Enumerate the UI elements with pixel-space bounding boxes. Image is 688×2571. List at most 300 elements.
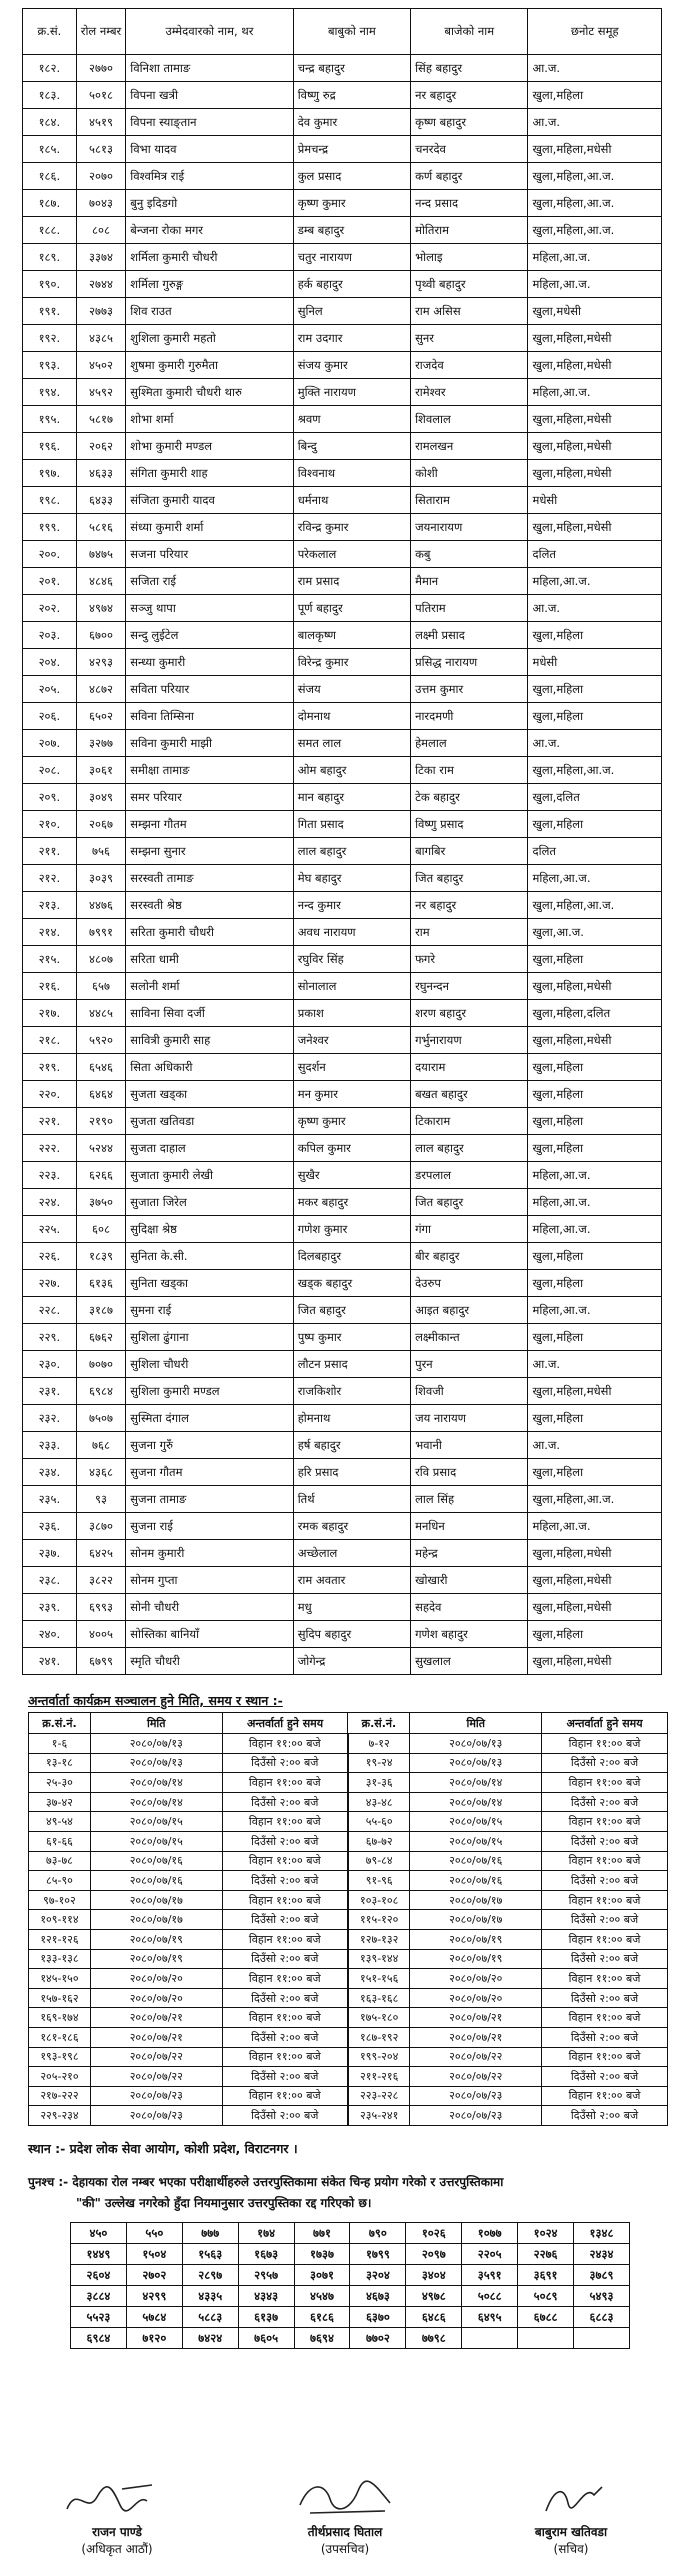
serial-range-cell: ८५-९० — [29, 1871, 91, 1891]
serial-cell: २०३. — [23, 622, 77, 649]
serial-range-cell: १६३-१६८ — [348, 1988, 410, 2008]
selection-group-cell: महिला,आ.ज. — [528, 865, 662, 892]
time-cell: दिउँसो २:०० बजे — [542, 1753, 668, 1773]
serial-cell: २२७. — [23, 1270, 77, 1297]
roll-number-cell: ६९८४ — [71, 2328, 127, 2349]
candidate-name-cell: सरस्वती श्रेष्ठ — [126, 892, 293, 919]
time-cell: विहान ११:०० बजे — [222, 1969, 348, 1989]
time-cell: विहान ११:०० बजे — [222, 1890, 348, 1910]
grandfather-name-cell: गर्भुनारायण — [411, 1027, 528, 1054]
header-selection-group: छनोट समूह — [528, 9, 662, 55]
grandfather-name-cell: रघुनन्दन — [411, 973, 528, 1000]
grandfather-name-cell: शरण बहादुर — [411, 1000, 528, 1027]
father-name-cell: कृष्ण कुमार — [293, 190, 410, 217]
candidate-name-cell: सञ्जु थापा — [126, 595, 293, 622]
serial-range-cell: ५५-६० — [348, 1812, 410, 1832]
grandfather-name-cell: आइत बहादुर — [411, 1297, 528, 1324]
serial-cell: १८८. — [23, 217, 77, 244]
serial-cell: २१३. — [23, 892, 77, 919]
table-row — [23, 298, 662, 325]
cancelled-roll-numbers-table — [70, 2222, 630, 2349]
date-cell: २०८०/०७/२३ — [90, 2106, 222, 2126]
grandfather-name-cell: बीर बहादुर — [411, 1243, 528, 1270]
serial-range-cell: २३५-२४१ — [348, 2106, 410, 2126]
time-cell: विहान ११:०० बजे — [222, 1734, 348, 1754]
date-cell: २०८०/०७/१९ — [410, 1929, 542, 1949]
candidate-name-cell: सुजना गुरुँ — [126, 1432, 293, 1459]
roll-number-cell: १७३७ — [294, 2244, 350, 2265]
grandfather-name-cell: मैमान — [411, 568, 528, 595]
roll-number-cell: ३७८९ — [574, 2265, 630, 2286]
candidate-name-cell: शुषमा कुमारी गुरुमैता — [126, 352, 293, 379]
serial-range-cell: १९३-१९८ — [29, 2047, 91, 2067]
selection-group-cell: आ.ज. — [528, 55, 662, 82]
grandfather-name-cell: सिताराम — [411, 487, 528, 514]
selection-group-cell: खुला,महिला,मधेसी — [528, 325, 662, 352]
roll-number-cell: ४९७८ — [406, 2286, 462, 2307]
date-cell: २०८०/०७/१३ — [410, 1753, 542, 1773]
roll-number-cell: ७०४३ — [76, 190, 126, 217]
time-cell: दिउँसो २:०० बजे — [222, 1988, 348, 2008]
table-row — [23, 1486, 662, 1513]
table-row — [29, 1871, 668, 1891]
roll-number-cell: ६८८३ — [574, 2307, 630, 2328]
table-row — [29, 1812, 668, 1832]
selection-group-cell: खुला,महिला,मधेसी — [528, 460, 662, 487]
table-row — [23, 676, 662, 703]
table-row — [29, 1851, 668, 1871]
grandfather-name-cell: फगरे — [411, 946, 528, 973]
father-name-cell: मकर बहादुर — [293, 1189, 410, 1216]
grandfather-name-cell: नारदमणी — [411, 703, 528, 730]
candidate-name-cell: संजिता कुमारी यादव — [126, 487, 293, 514]
father-name-cell: तिर्थ — [293, 1486, 410, 1513]
grandfather-name-cell: नर बहादुर — [411, 892, 528, 919]
date-cell: २०८०/०७/१६ — [410, 1851, 542, 1871]
serial-range-cell: ६७-७२ — [348, 1831, 410, 1851]
roll-number-cell: २१९० — [76, 1108, 126, 1135]
selection-group-cell: खुला,महिला,मधेसी — [528, 433, 662, 460]
signature-scribble — [250, 2475, 440, 2523]
serial-cell: २२२. — [23, 1135, 77, 1162]
signature-scribble — [22, 2475, 212, 2523]
time-cell: विहान ११:०० बजे — [542, 1812, 668, 1832]
postscript-note — [28, 2172, 668, 2214]
grandfather-name-cell: रामेश्वर — [411, 379, 528, 406]
father-name-cell: ओम बहादुर — [293, 757, 410, 784]
date-cell: २०८०/०७/१७ — [90, 1910, 222, 1930]
table-row — [23, 865, 662, 892]
roll-number-cell: ७४७५ — [76, 541, 126, 568]
candidate-name-cell: संध्या कुमारी शर्मा — [126, 514, 293, 541]
serial-cell: १९९. — [23, 514, 77, 541]
candidate-name-cell: शिव राउत — [126, 298, 293, 325]
selection-group-cell: खुला,महिला — [528, 703, 662, 730]
father-name-cell: डम्ब बहादुर — [293, 217, 410, 244]
selection-group-cell: खुला,महिला,मधेसी — [528, 352, 662, 379]
roll-number-cell: २८९७ — [182, 2265, 238, 2286]
table-row — [23, 1621, 662, 1648]
roll-number-cell: ३८७० — [76, 1513, 126, 1540]
roll-number-cell: ४५०२ — [76, 352, 126, 379]
grandfather-name-cell: भवानी — [411, 1432, 528, 1459]
roll-number-cell: १५६३ — [182, 2244, 238, 2265]
serial-range-cell: १२१-१२६ — [29, 1929, 91, 1949]
table-row — [23, 190, 662, 217]
time-cell: दिउँसो २:०० बजे — [542, 1792, 668, 1812]
candidate-name-cell: सुजता खड्का — [126, 1081, 293, 1108]
date-cell: २०८०/०७/१६ — [410, 1871, 542, 1891]
candidate-name-cell: सलोनी शर्मा — [126, 973, 293, 1000]
table-row — [23, 1297, 662, 1324]
time-cell: दिउँसो २:०० बजे — [222, 1831, 348, 1851]
father-name-cell: संजय — [293, 676, 410, 703]
roll-number-cell: २७०२ — [126, 2265, 182, 2286]
grandfather-name-cell: देउरुप — [411, 1270, 528, 1297]
roll-number-cell: १०७७ — [462, 2223, 518, 2244]
date-cell: २०८०/०७/१३ — [410, 1734, 542, 1754]
serial-range-cell: १८७-१९२ — [348, 2027, 410, 2047]
time-cell: विहान ११:०० बजे — [542, 2086, 668, 2106]
signatory-title: (अधिकृत आठौं) — [81, 2542, 153, 2556]
table-row — [23, 109, 662, 136]
time-cell: दिउँसो २:०० बजे — [542, 1988, 668, 2008]
date-cell: २०८०/०७/१४ — [90, 1792, 222, 1812]
selection-group-cell: खुला,महिला,आ.ज. — [528, 217, 662, 244]
father-name-cell: समत लाल — [293, 730, 410, 757]
roll-number-cell: ७७१ — [294, 2223, 350, 2244]
time-cell: दिउँसो २:०० बजे — [222, 1871, 348, 1891]
father-name-cell: गणेश कुमार — [293, 1216, 410, 1243]
date-cell: २०८०/०७/२३ — [410, 2106, 542, 2126]
table-row — [29, 1734, 668, 1754]
serial-cell: २३४. — [23, 1459, 77, 1486]
grandfather-name-cell: जित बहादुर — [411, 865, 528, 892]
selection-group-cell: महिला,आ.ज. — [528, 1216, 662, 1243]
table-row — [23, 1108, 662, 1135]
serial-range-cell: १६९-१७४ — [29, 2008, 91, 2028]
father-name-cell: विष्णु रुद्र — [293, 82, 410, 109]
serial-cell: २१२. — [23, 865, 77, 892]
time-cell: विहान ११:०० बजे — [542, 1773, 668, 1793]
father-name-cell: देव कुमार — [293, 109, 410, 136]
selection-group-cell: खुला,महिला,मधेसी — [528, 973, 662, 1000]
roll-number-cell: २२७६ — [518, 2244, 574, 2265]
date-cell: २०८०/०७/१६ — [90, 1851, 222, 1871]
serial-cell: १८९. — [23, 244, 77, 271]
selection-group-cell: दलित — [528, 541, 662, 568]
roll-number-cell: १४४९ — [71, 2244, 127, 2265]
father-name-cell: श्रवण — [293, 406, 410, 433]
selection-group-cell: आ.ज. — [528, 595, 662, 622]
roll-number-cell: ४३४३ — [238, 2286, 294, 2307]
table-row — [23, 946, 662, 973]
roll-number-cell: ४६३३ — [76, 460, 126, 487]
father-name-cell: सुदर्शन — [293, 1054, 410, 1081]
time-cell: दिउँसो २:०० बजे — [542, 1871, 668, 1891]
roll-number-cell: ६४९५ — [462, 2307, 518, 2328]
candidate-name-cell: सुशिला कुमारी मण्डल — [126, 1378, 293, 1405]
roll-number-cell: ४५९२ — [76, 379, 126, 406]
roll-number-cell: ३८८४ — [71, 2286, 127, 2307]
date-cell: २०८०/०७/२२ — [90, 2067, 222, 2087]
grandfather-name-cell: लक्ष्मी प्रसाद — [411, 622, 528, 649]
serial-cell: १८७. — [23, 190, 77, 217]
table-row — [23, 784, 662, 811]
roll-number-cell: ६७०० — [76, 622, 126, 649]
selection-group-cell: आ.ज. — [528, 109, 662, 136]
grandfather-name-cell: सिंह बहादुर — [411, 55, 528, 82]
candidate-name-cell: विपना स्याङ्तान — [126, 109, 293, 136]
roll-number-cell: ७९९१ — [76, 919, 126, 946]
candidate-name-cell: सुजना गौतम — [126, 1459, 293, 1486]
table-row — [23, 433, 662, 460]
table-row — [23, 379, 662, 406]
candidate-name-cell: सुश्मिता कुमारी चौधरी थारु — [126, 379, 293, 406]
table-row — [23, 244, 662, 271]
time-cell: दिउँसो २:०० बजे — [222, 1910, 348, 1930]
grandfather-name-cell: कोशी — [411, 460, 528, 487]
roll-number-cell: ४८७२ — [76, 676, 126, 703]
selection-group-cell: खुला,महिला — [528, 1081, 662, 1108]
candidate-name-cell: सुजना राई — [126, 1513, 293, 1540]
candidate-name-cell: विभा यादव — [126, 136, 293, 163]
selection-group-cell: खुला,महिला,मधेसी — [528, 1648, 662, 1675]
father-name-cell: होमनाथ — [293, 1405, 410, 1432]
header-serial-range-right: क्र.सं.नं. — [348, 1713, 410, 1734]
table-row — [23, 973, 662, 1000]
candidate-name-cell: सुस्मिता दंगाल — [126, 1405, 293, 1432]
father-name-cell: रविन्द्र कुमार — [293, 514, 410, 541]
grandfather-name-cell: चनरदेव — [411, 136, 528, 163]
selection-group-cell: खुला,महिला — [528, 1405, 662, 1432]
serial-range-cell: १३-१८ — [29, 1753, 91, 1773]
roll-number-cell — [574, 2328, 630, 2349]
father-name-cell: अच्छेलाल — [293, 1540, 410, 1567]
roll-number-cell: ३७५० — [76, 1189, 126, 1216]
serial-range-cell: ७३-७८ — [29, 1851, 91, 1871]
time-cell: विहान ११:०० बजे — [542, 2047, 668, 2067]
time-cell: विहान ११:०० बजे — [222, 1773, 348, 1793]
date-cell: २०८०/०७/२१ — [410, 2027, 542, 2047]
table-row — [23, 1594, 662, 1621]
table-row — [29, 1988, 668, 2008]
grandfather-name-cell: विष्णु प्रसाद — [411, 811, 528, 838]
serial-cell: २१७. — [23, 1000, 77, 1027]
table-row — [29, 1910, 668, 1930]
father-name-cell: गिता प्रसाद — [293, 811, 410, 838]
date-cell: २०८०/०७/१४ — [90, 1773, 222, 1793]
serial-cell: २०५. — [23, 676, 77, 703]
signature-block-deputy-secretary — [250, 2475, 440, 2557]
father-name-cell: दोमनाथ — [293, 703, 410, 730]
father-name-cell: अवध नारायण — [293, 919, 410, 946]
candidate-name-cell: शर्मिला गुरुङ्ग — [126, 271, 293, 298]
roll-number-cell: ४३६८ — [76, 1459, 126, 1486]
grandfather-name-cell: पतिराम — [411, 595, 528, 622]
date-cell: २०८०/०७/१५ — [410, 1831, 542, 1851]
serial-range-cell: १९-२४ — [348, 1753, 410, 1773]
date-cell: २०८०/०७/१९ — [410, 1949, 542, 1969]
roll-number-cell: ७९० — [350, 2223, 406, 2244]
header-time-left: अन्तर्वार्ता हुने समय — [222, 1713, 348, 1734]
table-row — [71, 2328, 630, 2349]
date-cell: २०८०/०७/२० — [90, 1988, 222, 2008]
candidate-name-cell: सुजना तामाङ — [126, 1486, 293, 1513]
grandfather-name-cell: जयनारायण — [411, 514, 528, 541]
father-name-cell: हरि प्रसाद — [293, 1459, 410, 1486]
roll-number-cell: ५४९३ — [574, 2286, 630, 2307]
selection-group-cell: खुला,महिला — [528, 676, 662, 703]
roll-number-cell: ४२९९ — [126, 2286, 182, 2307]
table-row — [23, 163, 662, 190]
roll-number-cell: ४८०७ — [76, 946, 126, 973]
time-cell: विहान ११:०० बजे — [222, 1929, 348, 1949]
signature-block-secretary — [476, 2475, 666, 2557]
roll-number-cell: ५८८३ — [182, 2307, 238, 2328]
table-row — [29, 1792, 668, 1812]
selection-group-cell: आ.ज. — [528, 730, 662, 757]
serial-cell: २१४. — [23, 919, 77, 946]
serial-range-cell: १-६ — [29, 1734, 91, 1754]
grandfather-name-cell: बखत बहादुर — [411, 1081, 528, 1108]
date-cell: २०८०/०७/१७ — [90, 1890, 222, 1910]
serial-cell: १९४. — [23, 379, 77, 406]
roll-number-cell: ५०१८ — [76, 82, 126, 109]
selection-group-cell: खुला,महिला — [528, 1108, 662, 1135]
serial-cell: २२८. — [23, 1297, 77, 1324]
selection-group-cell: महिला,आ.ज. — [528, 379, 662, 406]
roll-number-cell: ५८१६ — [76, 514, 126, 541]
roll-number-cell: १८३९ — [76, 1243, 126, 1270]
roll-number-cell: ३०६१ — [76, 757, 126, 784]
father-name-cell: कुल प्रसाद — [293, 163, 410, 190]
grandfather-name-cell: राम — [411, 919, 528, 946]
table-row — [23, 622, 662, 649]
serial-cell: १८५. — [23, 136, 77, 163]
time-cell: विहान ११:०० बजे — [222, 2047, 348, 2067]
selection-group-cell: मधेसी — [528, 649, 662, 676]
father-name-cell: हर्क बहादुर — [293, 271, 410, 298]
grandfather-name-cell: राजदेव — [411, 352, 528, 379]
father-name-cell: कपिल कुमार — [293, 1135, 410, 1162]
grandfather-name-cell: खोखारी — [411, 1567, 528, 1594]
selection-group-cell: खुला,महिला,आ.ज. — [528, 1486, 662, 1513]
table-row — [23, 1135, 662, 1162]
candidate-name-cell: बुनु इदिडगो — [126, 190, 293, 217]
father-name-cell: संजय कुमार — [293, 352, 410, 379]
roll-number-cell: ४६७३ — [350, 2286, 406, 2307]
father-name-cell: प्रकाश — [293, 1000, 410, 1027]
serial-range-cell: १५७-१६२ — [29, 1988, 91, 2008]
serial-cell: १८४. — [23, 109, 77, 136]
date-cell: २०८०/०७/२२ — [90, 2047, 222, 2067]
table-row — [23, 811, 662, 838]
serial-range-cell: १३९-१४४ — [348, 1949, 410, 1969]
candidate-name-cell: बेन्जना रोका मगर — [126, 217, 293, 244]
serial-cell: २३५. — [23, 1486, 77, 1513]
serial-cell: २१५. — [23, 946, 77, 973]
serial-range-cell: १८१-१८६ — [29, 2027, 91, 2047]
table-row — [23, 1648, 662, 1675]
table-row — [71, 2265, 630, 2286]
roll-number-cell: ४००५ — [76, 1621, 126, 1648]
roll-number-cell: २२०५ — [462, 2244, 518, 2265]
father-name-cell: जनेश्वर — [293, 1027, 410, 1054]
roll-number-cell: ६१३७ — [238, 2307, 294, 2328]
date-cell: २०८०/०७/२० — [410, 1969, 542, 1989]
father-name-cell: धर्मनाथ — [293, 487, 410, 514]
serial-range-cell: २११-२१६ — [348, 2067, 410, 2087]
signature-block-officer — [22, 2475, 212, 2557]
signatory-name: बाबुराम खतिवडा — [534, 2525, 608, 2539]
selection-group-cell: खुला,महिला — [528, 1270, 662, 1297]
date-cell: २०८०/०७/१५ — [90, 1812, 222, 1832]
roll-number-cell: ६७६२ — [76, 1324, 126, 1351]
date-cell: २०८०/०७/२२ — [410, 2067, 542, 2087]
grandfather-name-cell: शिवलाल — [411, 406, 528, 433]
father-name-cell: जोगेन्द्र — [293, 1648, 410, 1675]
grandfather-name-cell: टेक बहादुर — [411, 784, 528, 811]
table-row — [23, 838, 662, 865]
selection-group-cell: खुला,महिला — [528, 1243, 662, 1270]
candidate-name-cell: शोभा कुमारी मण्डल — [126, 433, 293, 460]
table-row — [23, 595, 662, 622]
signatory-name: तीर्थप्रसाद घिताल — [307, 2525, 383, 2539]
serial-range-cell: ३७-४२ — [29, 1792, 91, 1812]
grandfather-name-cell: सहदेव — [411, 1594, 528, 1621]
table-row — [23, 514, 662, 541]
serial-range-cell: ६१-६६ — [29, 1831, 91, 1851]
candidate-name-cell: सुनिता के.सी. — [126, 1243, 293, 1270]
grandfather-name-cell: लक्ष्मीकान्त — [411, 1324, 528, 1351]
candidate-name-cell: सविना तिम्सिना — [126, 703, 293, 730]
roll-number-cell: ५९२० — [76, 1027, 126, 1054]
grandfather-name-cell: प्रसिद्ध नारायण — [411, 649, 528, 676]
serial-range-cell: १४५-१५० — [29, 1969, 91, 1989]
serial-range-cell: ३१-३६ — [348, 1773, 410, 1793]
serial-cell: २३२. — [23, 1405, 77, 1432]
roll-number-cell: ३१८७ — [76, 1297, 126, 1324]
serial-range-cell: २२९-२३४ — [29, 2106, 91, 2126]
roll-number-cell — [518, 2328, 574, 2349]
roll-number-cell: ७५६ — [76, 838, 126, 865]
father-name-cell: मन कुमार — [293, 1081, 410, 1108]
time-cell: दिउँसो २:०० बजे — [542, 1831, 668, 1851]
note-line-1: पुनश्च :- देहायका रोल नम्बर भएका परीक्षार्थीहरुले उत्तरपुस्तिकामा संकेत चिन्ह प्रयोग गरेको र उत्तरपुस्तिकामा — [28, 2175, 504, 2189]
selection-group-cell: महिला,आ.ज. — [528, 271, 662, 298]
serial-cell: १८३. — [23, 82, 77, 109]
time-cell: विहान ११:०० बजे — [542, 1890, 668, 1910]
father-name-cell: सुनिल — [293, 298, 410, 325]
table-row — [23, 1513, 662, 1540]
roll-number-cell: ४२९३ — [76, 649, 126, 676]
interview-table-header — [29, 1713, 668, 1734]
selection-group-cell: खुला,महिला — [528, 946, 662, 973]
serial-cell: २३८. — [23, 1567, 77, 1594]
roll-number-cell: ४३८५ — [76, 325, 126, 352]
selection-group-cell: खुला,महिला,आ.ज. — [528, 190, 662, 217]
table-row — [23, 1054, 662, 1081]
time-cell: दिउँसो २:०० बजे — [222, 2106, 348, 2126]
roll-number-cell: ७७९८ — [406, 2328, 462, 2349]
candidate-name-cell: सुनिता खड्का — [126, 1270, 293, 1297]
roll-number-cell: ४५४७ — [294, 2286, 350, 2307]
selection-group-cell: खुला,महिला,मधेसी — [528, 136, 662, 163]
father-name-cell: प्रेमचन्द्र — [293, 136, 410, 163]
header-serial: क्र.सं. — [23, 9, 77, 55]
serial-range-cell: १५१-१५६ — [348, 1969, 410, 1989]
